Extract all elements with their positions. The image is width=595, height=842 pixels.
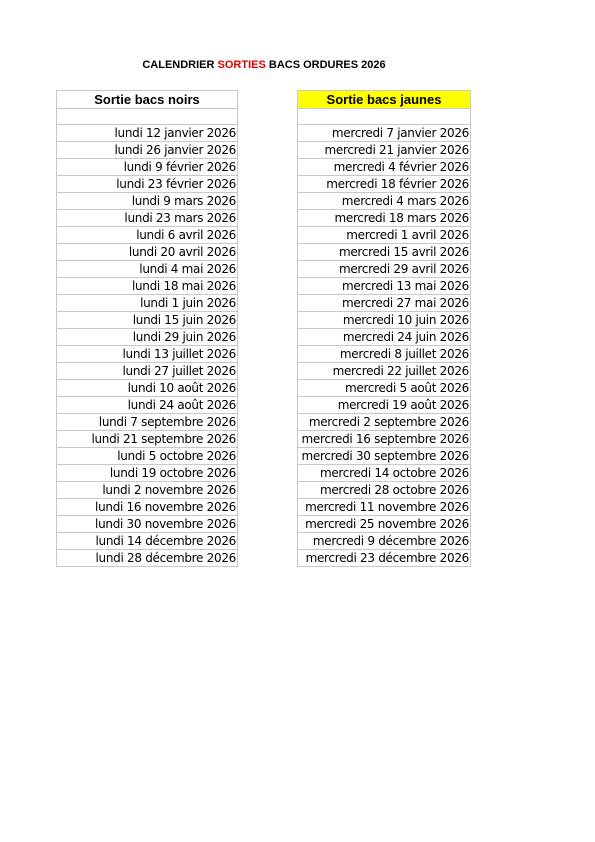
table-bacs-jaunes (297, 90, 471, 567)
date-cell: lundi 28 décembre 2026 (57, 550, 238, 567)
table-row (298, 261, 471, 278)
table-row (298, 482, 471, 499)
table-row (57, 363, 238, 380)
date-cell: mercredi 19 août 2026 (298, 397, 471, 414)
table-row (298, 431, 471, 448)
table-row (298, 278, 471, 295)
table-row (57, 516, 238, 533)
date-cell: mercredi 11 novembre 2026 (298, 499, 471, 516)
title-part2: BACS ORDURES 2026 (265, 59, 386, 71)
table-row (298, 380, 471, 397)
table-row (57, 312, 238, 329)
table-row (298, 125, 471, 142)
table-row (298, 499, 471, 516)
date-cell: lundi 9 février 2026 (57, 159, 238, 176)
table-row (57, 431, 238, 448)
date-cell: mercredi 29 avril 2026 (298, 261, 471, 278)
date-cell: lundi 24 août 2026 (57, 397, 238, 414)
date-cell: mercredi 22 juillet 2026 (298, 363, 471, 380)
date-cell: lundi 23 février 2026 (57, 176, 238, 193)
title-accent: SORTIES (217, 59, 266, 71)
table-row (298, 244, 471, 261)
table-row (57, 397, 238, 414)
date-cell: lundi 20 avril 2026 (57, 244, 238, 261)
page-title (0, 59, 528, 71)
table-row (57, 482, 238, 499)
date-cell: mercredi 14 octobre 2026 (298, 465, 471, 482)
table-row (298, 363, 471, 380)
date-cell: mercredi 15 avril 2026 (298, 244, 471, 261)
date-cell: mercredi 8 juillet 2026 (298, 346, 471, 363)
table-row (298, 533, 471, 550)
date-cell: mercredi 18 février 2026 (298, 176, 471, 193)
date-cell: mercredi 1 avril 2026 (298, 227, 471, 244)
date-cell: mercredi 28 octobre 2026 (298, 482, 471, 499)
date-cell: lundi 5 octobre 2026 (57, 448, 238, 465)
date-cell: mercredi 5 août 2026 (298, 380, 471, 397)
header-bacs-jaunes: Sortie bacs jaunes (298, 91, 471, 109)
table-row (298, 414, 471, 431)
date-cell: lundi 10 août 2026 (57, 380, 238, 397)
table-row (57, 142, 238, 159)
date-cell: lundi 13 juillet 2026 (57, 346, 238, 363)
list-bacs-noirs (57, 109, 238, 567)
table-row (57, 380, 238, 397)
table-row (57, 346, 238, 363)
table-bacs-noirs (56, 90, 238, 567)
date-cell: mercredi 4 mars 2026 (298, 193, 471, 210)
date-cell: mercredi 13 mai 2026 (298, 278, 471, 295)
table-row (298, 516, 471, 533)
table-row (298, 295, 471, 312)
table-row (57, 159, 238, 176)
table-row (298, 142, 471, 159)
table-row (57, 465, 238, 482)
date-cell: mercredi 18 mars 2026 (298, 210, 471, 227)
date-cell: mercredi 7 janvier 2026 (298, 125, 471, 142)
date-cell: lundi 6 avril 2026 (57, 227, 238, 244)
table-row (298, 312, 471, 329)
date-cell: lundi 30 novembre 2026 (57, 516, 238, 533)
date-cell: lundi 19 octobre 2026 (57, 465, 238, 482)
date-cell: lundi 4 mai 2026 (57, 261, 238, 278)
date-cell: lundi 14 décembre 2026 (57, 533, 238, 550)
date-cell: mercredi 21 janvier 2026 (298, 142, 471, 159)
date-cell: lundi 29 juin 2026 (57, 329, 238, 346)
table-row (57, 414, 238, 431)
table-row-empty (298, 109, 471, 125)
table-row (298, 397, 471, 414)
table-row-empty (57, 109, 238, 125)
table-row (57, 244, 238, 261)
table-row (298, 193, 471, 210)
table-cell-empty (57, 109, 238, 125)
table-row (298, 346, 471, 363)
table-row (298, 465, 471, 482)
date-cell: lundi 18 mai 2026 (57, 278, 238, 295)
date-cell: lundi 23 mars 2026 (57, 210, 238, 227)
date-cell: mercredi 25 novembre 2026 (298, 516, 471, 533)
table-row (298, 329, 471, 346)
date-cell: mercredi 30 septembre 2026 (298, 448, 471, 465)
date-cell: mercredi 24 juin 2026 (298, 329, 471, 346)
table-row (57, 499, 238, 516)
date-cell: lundi 27 juillet 2026 (57, 363, 238, 380)
table-row (298, 159, 471, 176)
table-row (298, 448, 471, 465)
date-cell: mercredi 16 septembre 2026 (298, 431, 471, 448)
list-bacs-jaunes (298, 109, 471, 567)
table-row (298, 550, 471, 567)
date-cell: mercredi 9 décembre 2026 (298, 533, 471, 550)
date-cell: lundi 9 mars 2026 (57, 193, 238, 210)
table-row (57, 227, 238, 244)
date-cell: mercredi 27 mai 2026 (298, 295, 471, 312)
title-part1: CALENDRIER (142, 59, 218, 71)
table-row (57, 533, 238, 550)
table-row (298, 176, 471, 193)
table-row (57, 448, 238, 465)
table-row (57, 278, 238, 295)
date-cell: lundi 2 novembre 2026 (57, 482, 238, 499)
table-row (57, 261, 238, 278)
date-cell: lundi 7 septembre 2026 (57, 414, 238, 431)
date-cell: mercredi 4 février 2026 (298, 159, 471, 176)
table-row (57, 295, 238, 312)
date-cell: lundi 21 septembre 2026 (57, 431, 238, 448)
table-row (298, 227, 471, 244)
table-row (57, 176, 238, 193)
table-row (57, 193, 238, 210)
date-cell: lundi 26 janvier 2026 (57, 142, 238, 159)
table-row (57, 329, 238, 346)
header-bacs-noirs: Sortie bacs noirs (57, 91, 238, 109)
date-cell: lundi 16 novembre 2026 (57, 499, 238, 516)
table-cell-empty (298, 109, 471, 125)
date-cell: mercredi 23 décembre 2026 (298, 550, 471, 567)
table-row (57, 210, 238, 227)
date-cell: mercredi 2 septembre 2026 (298, 414, 471, 431)
date-cell: lundi 15 juin 2026 (57, 312, 238, 329)
date-cell: lundi 12 janvier 2026 (57, 125, 238, 142)
date-cell: lundi 1 juin 2026 (57, 295, 238, 312)
table-row (57, 125, 238, 142)
table-row (57, 550, 238, 567)
date-cell: mercredi 10 juin 2026 (298, 312, 471, 329)
table-row (298, 210, 471, 227)
